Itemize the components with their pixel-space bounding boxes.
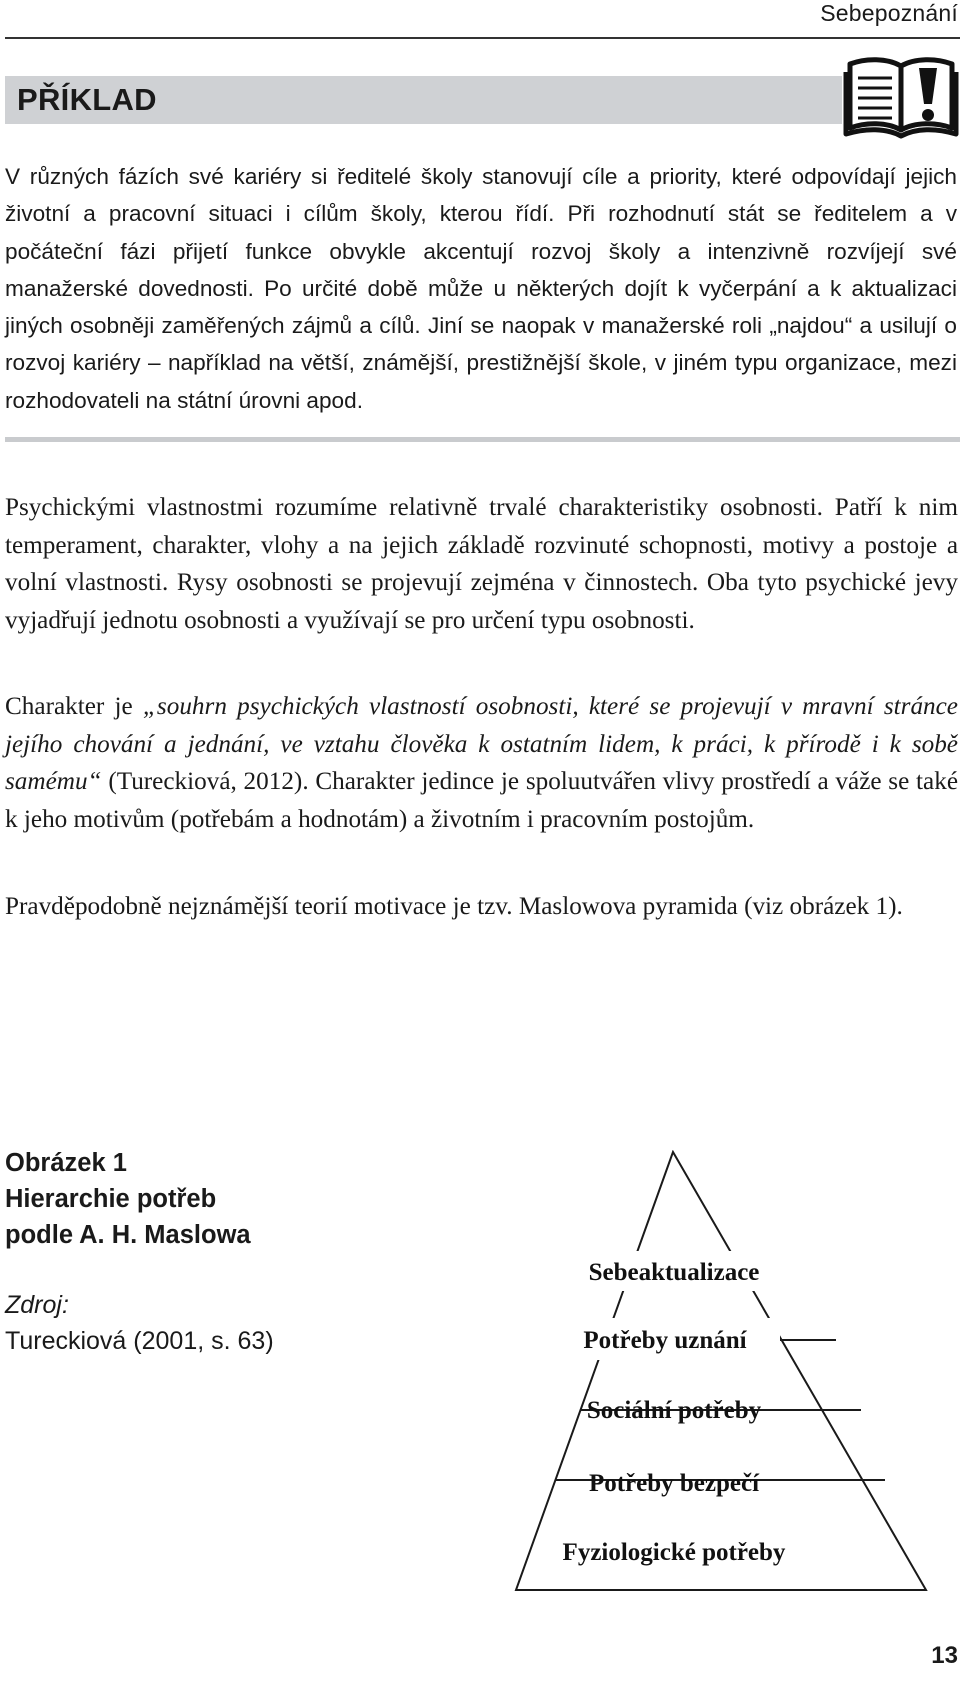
figure-source: Tureckiová (2001, s. 63) (5, 1327, 274, 1355)
example-text: V různých fázích své kariéry si ředitelé školy stanovují cíle a priority, které odpovídají jejich životní a pracovní situaci i cílům školy, kterou řídí. Při rozhodnutí stát se ředitelem a v počáteční fázi přijetí funkce obvykle akcentují rozvoj školy a intenzivně rozvíjejí své manažerské dovednosti. Po určité době může u některých dojít k vyčerpání a k aktualizaci jiných osobněji zaměřených zájmů a cílů. Jiní se naopak v manažerské roli „najdou“ a usilují o rozvoj kariéry – například na větší, známější, prestižnější škole, v jiném typu organizace, mezi rozhodovateli na státní úrovni apod. (5, 164, 957, 413)
page-number: 13 (931, 1642, 958, 1669)
figure-caption-line: Hierarchie potřeb (5, 1185, 217, 1213)
figure-caption-line: podle A. H. Maslowa (5, 1221, 251, 1249)
figure-caption (5, 1145, 251, 1253)
figure-caption-line: Obrázek 1 (5, 1149, 127, 1177)
pyramid-level-social: Sociální potřeby (586, 1397, 762, 1424)
pyramid-level-safety: Potřeby bezpečí (588, 1470, 760, 1497)
pyramid-level-physiological: Fyziologické potřeby (562, 1539, 786, 1566)
header-rule (5, 37, 960, 39)
running-head: Sebepoznání (820, 0, 958, 26)
paragraph-personality: Psychickými vlastnostmi rozumíme relativně trvalé charakteristiky osobnosti. Patří k nim temperament, charakter, vlohy a na jejich základě rozvinuté schopnosti, motivy a postoje a volní vlastnosti. Rysy osobnosti se projevují zejména v činnostech. Oba tyto psychické jevy vyjadřují jednotu osobnosti a využívají se pro určení typu osobnosti. (5, 494, 958, 634)
paragraph-maslow: Pravděpodobně nejznámější teorií motivace je tzv. Maslowova pyramida (viz obrázek 1). (5, 893, 903, 920)
paragraph-character (5, 688, 958, 838)
example-title: PŘÍKLAD (17, 82, 157, 117)
pyramid-outline (516, 1152, 926, 1590)
pyramid-level-self-actualization: Sebeaktualizace (588, 1259, 760, 1286)
pyramid-level-esteem: Potřeby uznání (583, 1327, 747, 1354)
figure-source-label: Zdroj: (5, 1291, 69, 1319)
character-rest: (Tureckiová, 2012). Charakter jedince je spoluutvářen vlivy prostředí a váže se také k jeho motivům (potřebám a hodnotám) a životním i pracovním postojům. (5, 768, 958, 833)
example-bottom-rule (5, 437, 960, 442)
character-lead: Charakter je (5, 693, 143, 720)
book-exclamation-icon (842, 52, 960, 140)
maslow-pyramid (510, 1150, 930, 1595)
character-quote: „souhrn psychických vlastností osobnosti, které se projevují v mravní stránce jejího chování a jednání, ve vztahu člověka k ostatním lidem, k práci, k přírodě i k sobě samému“ (5, 693, 958, 796)
